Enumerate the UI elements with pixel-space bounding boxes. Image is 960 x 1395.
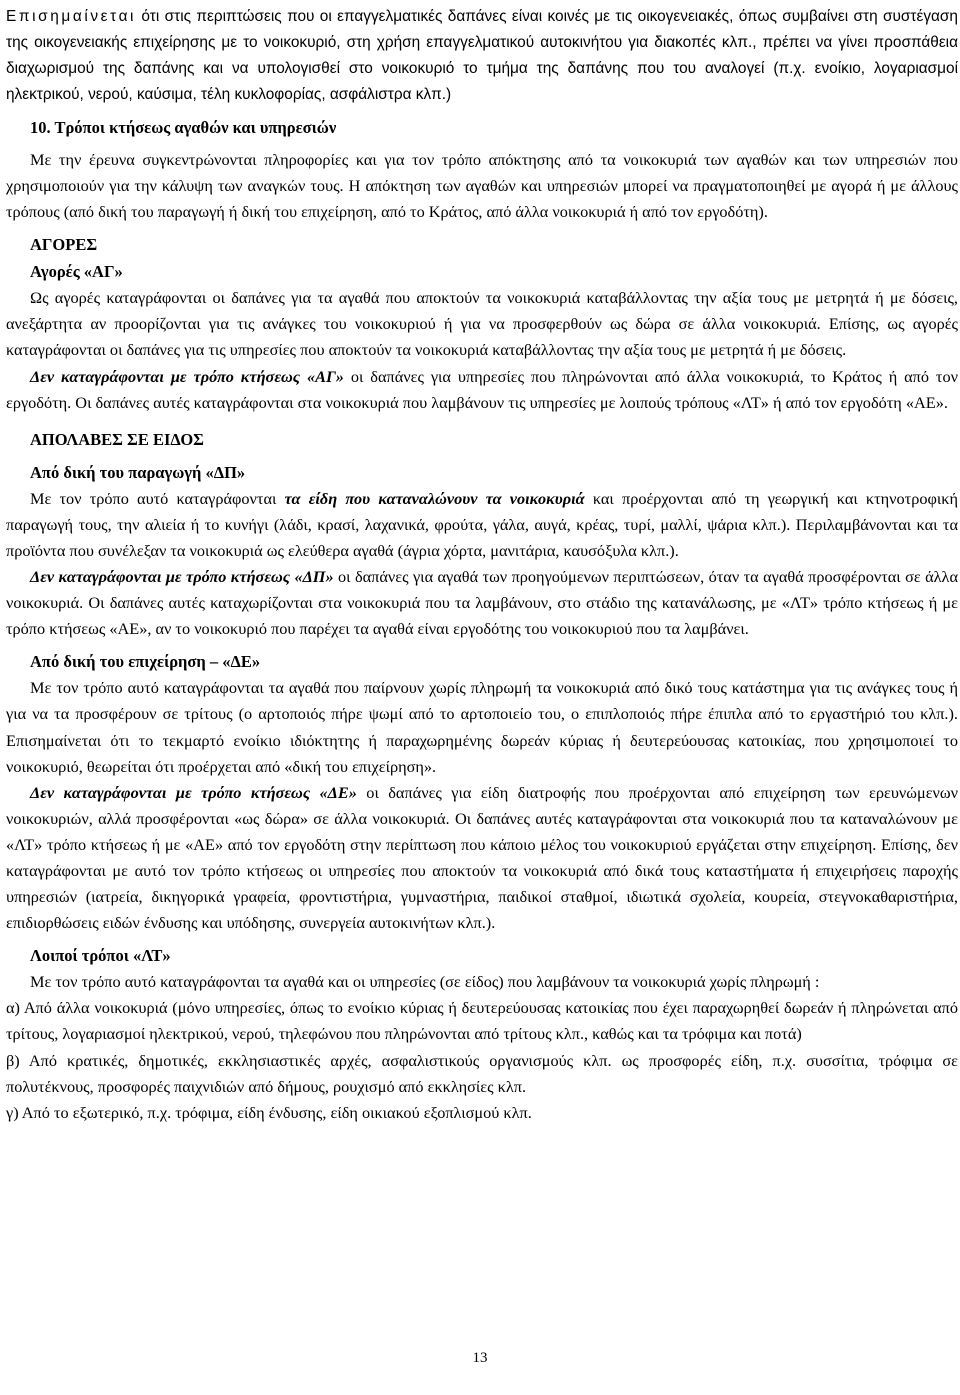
- apolaves-heading: ΑΠΟΛΑΒΕΣ ΣΕ ΕΙΔΟΣ: [30, 429, 204, 449]
- dp-paragraph-1: [6, 486, 958, 564]
- dp-exclusion-emphasis: Δεν καταγράφονται με τρόπο κτήσεως «ΔΠ»: [30, 567, 334, 587]
- lt-paragraph: Με τον τρόπο αυτό καταγράφονται τα αγαθά και οι υπηρεσίες (σε είδος) που λαμβάνουν τα νοικοκυριά χωρίς πληρωμή :: [30, 972, 820, 992]
- agores-subheading: Αγορές «ΑΓ»: [30, 262, 123, 282]
- agores-paragraph-2: [6, 364, 958, 416]
- dp-paragraph-2: [6, 564, 958, 642]
- intro-text: ότι στις περιπτώσεις που οι επαγγελματικές δαπάνες είναι κοινές με τις οικογενειακές, όπως συμβαίνει στη συστέγαση της οικογενειακής επιχείρησης με το νοικοκυριό, στη χρήση επαγγελματικού αυτοκινήτου για διακοπές κλπ., πρέπει να γίνει προσπάθεια διαχωρισμού της δαπάνης και να υπολογισθεί στο νοικοκυριό το τμήμα της δαπάνης που του αναλογεί (π.χ. ενοίκιο, λογαριασμοί ηλεκτρικού, νερού, καύσιμα, τέλη κυκλοφορίας, ασφάλιστρα κλπ.): [6, 8, 958, 103]
- dp-exclusion-text: οι δαπάνες για αγαθά των προηγούμενων περιπτώσεων, όταν τα αγαθά προσφέρονται σε άλλα νοικοκυριά. Οι δαπάνες αυτές καταχωρίζονται στα νοικοκυριά που τα λαμβάνουν, στο στάδιο της κατανάλωσης, με «ΛΤ» τρόπο κτήσεως ή με τρόπο κτήσεως «ΑΕ», αν το νοικοκυριό που παρέχει τα αγαθά είναι εργοδότης του νοικοκυριού που τα λαμβάνει.: [6, 567, 958, 639]
- lt-item-b: β) Από κρατικές, δημοτικές, εκκλησιαστικές αρχές, ασφαλιστικούς οργανισμούς κλπ. ως προσφορές είδη, π.χ. συσσίτια, τρόφιμα σε πολυτέκνους, προσφορές παιχνιδιών από δήμους, ρουχισμό από εκκλησίες κλπ.: [6, 1050, 958, 1096]
- de-subheading: Από δική του επιχείρηση – «ΔΕ»: [30, 652, 261, 672]
- section-intro: Με την έρευνα συγκεντρώνονται πληροφορίες και για τον τρόπο απόκτησης από τα νοικοκυριά των αγαθών και των υπηρεσιών που χρησιμοποιούν για την κάλυψη των αναγκών τους. Η απόκτηση των αγαθών και υπηρεσιών μπορεί να πραγματοποιηθεί με αγορά ή με άλλους τρόπους (από δική του παραγωγή ή δική του επιχείρηση, από το Κράτος, από άλλα νοικοκυριά ή από τον εργοδότη).: [6, 150, 958, 222]
- section-title: 10. Τρόποι κτήσεως αγαθών και υπηρεσιών: [30, 118, 337, 137]
- de-paragraph-2: [6, 780, 958, 937]
- intro-emphasis: Επισημαίνεται: [6, 8, 137, 25]
- agores-exclusion-text: οι δαπάνες για υπηρεσίες που πληρώνονται από άλλα νοικοκυριά, το Κράτος ή από τον εργοδότη. Οι δαπάνες αυτές καταγράφονται στα νοικοκυριά που λαμβάνουν τις υπηρεσίες με λοιπούς τρόπους «ΛΤ» ή από τον εργοδότη «ΑΕ».: [6, 366, 958, 412]
- agores-exclusion-emphasis: Δεν καταγράφονται με τρόπο κτήσεως «ΑΓ»: [30, 366, 344, 386]
- agores-paragraph-1: Ως αγορές καταγράφονται οι δαπάνες για τα αγαθά που αποκτούν τα νοικοκυριά καταβάλλοντας την αξία τους με μετρητά ή με δόσεις, ανεξάρτητα αν προορίζονται για τις ανάγκες του νοικοκυριού ή για να προσφερθούν ως δώρα σε άλλα νοικοκυριά. Επίσης, ως αγορές καταγράφονται οι δαπάνες για τις υπηρεσίες που αποκτούν τα νοικοκυριά καταβάλλοντας την αξία τους με μετρητά ή με δόσεις.: [6, 288, 958, 360]
- dp-p1-start: Με τον τρόπο αυτό καταγράφονται: [30, 488, 285, 508]
- page-body: [6, 4, 958, 1126]
- dp-p1-end: και προέρχονται από τη γεωργική και κτηνοτροφική παραγωγή τους, την αλιεία ή το κυνήγι (λάδι, κρασί, λαχανικά, φρούτα, γάλα, αυγά, κρέας, τυρί, μαλλί, ψάρια κλπ.). Περιλαμβάνονται και τα προϊόντα που συνέλεξαν τα νοικοκυριά ως ελεύθερα αγαθά (άγρια χόρτα, μανιτάρια, καυσόξυλα κλπ.).: [6, 488, 958, 560]
- lt-item-c: γ) Από το εξωτερικό, π.χ. τρόφιμα, είδη ένδυσης, είδη οικιακού εξοπλισμού κλπ.: [6, 1102, 532, 1122]
- dp-subheading: Από δική του παραγωγή «ΔΠ»: [30, 462, 246, 482]
- page-number: 13: [472, 1350, 488, 1366]
- agores-heading: ΑΓΟΡΕΣ: [30, 235, 98, 255]
- intro-paragraph: [6, 4, 958, 108]
- de-exclusion-emphasis: Δεν καταγράφονται με τρόπο κτήσεως «ΔΕ»: [30, 782, 357, 802]
- lt-item-a: α) Από άλλα νοικοκυριά (μόνο υπηρεσίες, όπως το ενοίκιο κύριας ή δευτερεύουσας κατοικίας που έχει παραχωρηθεί δωρεάν ή πληρώνεται από τρίτους, λογαριασμοί ηλεκτρικού, νερού, τηλεφώνου που πληρώνονται από τρίτους κλπ., καθώς και τα τρόφιμα και ποτά): [6, 998, 958, 1044]
- lt-subheading: Λοιποί τρόποι «ΛΤ»: [30, 946, 171, 966]
- de-paragraph-1: Με τον τρόπο αυτό καταγράφονται τα αγαθά που παίρνουν χωρίς πληρωμή τα νοικοκυριά από δικό τους κατάστημα για τις ανάγκες τους ή για να τα προσφέρουν σε τρίτους (ο αρτοποιός πήρε ψωμί από το αρτοποιείο του, ο επιπλοποιός πήρε έπιπλα από το εργαστήριό του κλπ.). Επισημαίνεται ότι το τεκμαρτό ενοίκιο ιδιόκτητης ή παραχωρημένης δωρεάν κύριας ή δευτερεύουσας κατοικίας, που χρησιμοποιεί το νοικοκυριό, θεωρείται ότι προέρχεται από «δική του επιχείρηση».: [6, 678, 958, 776]
- dp-p1-emphasis: τα είδη που καταναλώνουν τα νοικοκυριά: [284, 488, 585, 508]
- de-exclusion-text: οι δαπάνες για είδη διατροφής που προέρχονται από επιχείρηση των ερευνώμενων νοικοκυριών, αλλά προσφέρονται «ως δώρα» σε άλλα νοικοκυριά. Οι δαπάνες αυτές καταγράφονται στα νοικοκυριά που τα καταναλώνουν με «ΛΤ» τρόπο κτήσεως ή με «ΑΕ» από τον εργοδότη στην περίπτωση που κάποιο μέλος του νοικοκυριού εργάζεται στην επιχείρηση. Επίσης, δεν καταγράφονται με αυτό τον τρόπο κτήσεως οι υπηρεσίες που αποκτούν τα νοικοκυριά από δικά τους καταστήματα ή επιχειρήσεις παροχής υπηρεσιών (ιατρεία, δικηγορικά γραφεία, φροντιστήρια, γυμναστήρια, παιδικοί σταθμοί, ιδιωτικά σχολεία, κουρεία, στεγνοκαθαριστήρια, επιδιορθώσεις ειδών ένδυσης και υπόδησης, συνεργεία αυτοκινήτων κλπ.).: [6, 782, 958, 933]
